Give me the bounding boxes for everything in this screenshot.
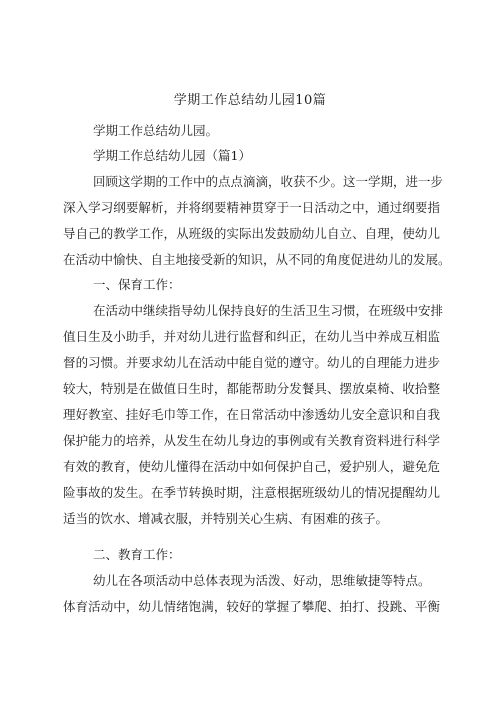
paragraph-line: 值日生及小助手，并对幼儿进行监督和纠正，在幼儿当中养成互相监 [63,329,440,344]
section-heading-care: 一、保育工作： [93,277,181,292]
paragraph-line: 在活动中愉快、自主地接受新的知识，从不同的角度促进幼儿的发展。 [63,252,451,267]
paragraph-line: 保护能力的培养，从发生在幼儿身边的事例或有关教育资料进行科学 [63,433,440,448]
document-title: 学期工作总结幼儿园10篇 [173,93,327,108]
paragraph-line: 体育活动中，幼儿情绪饱满，较好的掌握了攀爬、拍打、投跳、平衡 [63,599,440,614]
paragraph-line: 险事故的发生。在季节转换时期，注意根据班级幼儿的情况提醒幼儿 [63,485,440,500]
paragraph-line: 有效的教育，使幼儿懂得在活动中如何保护自己，爱护别人，避免危 [63,459,440,474]
section-heading-education: 二、教育工作： [93,547,181,562]
paragraph-line: 导自己的教学工作，从班级的实际出发鼓励幼儿自立、自理，使幼儿 [63,226,440,241]
paragraph-line: 幼儿在各项活动中总体表现为活泼、好动，思维敏捷等特点。 [93,573,431,588]
paragraph-line: 回顾这学期的工作中的点点滴滴，收获不少。这一学期，进一步 [93,174,444,189]
paragraph-line: 理好教室、挂好毛巾等工作，在日常活动中渗透幼儿安全意识和自我 [63,407,440,422]
paragraph-line: 深入学习纲要解析，并将纲要精神贯穿于一日活动之中，通过纲要指 [63,200,440,215]
paragraph-line: 督的习惯。并要求幼儿在活动中能自觉的遵守。幼儿的自理能力进步 [63,355,440,370]
section-heading-piece-1: 学期工作总结幼儿园（篇1） [93,148,251,163]
paragraph-line: 适当的饮水、增减衣服，并特别关心生病、有困难的孩子。 [63,511,389,526]
paragraph-line: 较大，特别是在做值日生时，都能帮助分发餐具、摆放桌椅、收拾整 [63,381,440,396]
intro-line: 学期工作总结幼儿园。 [93,123,219,138]
paragraph-line: 在活动中继续指导幼儿保持良好的生活卫生习惯，在班级中安排 [93,303,444,318]
